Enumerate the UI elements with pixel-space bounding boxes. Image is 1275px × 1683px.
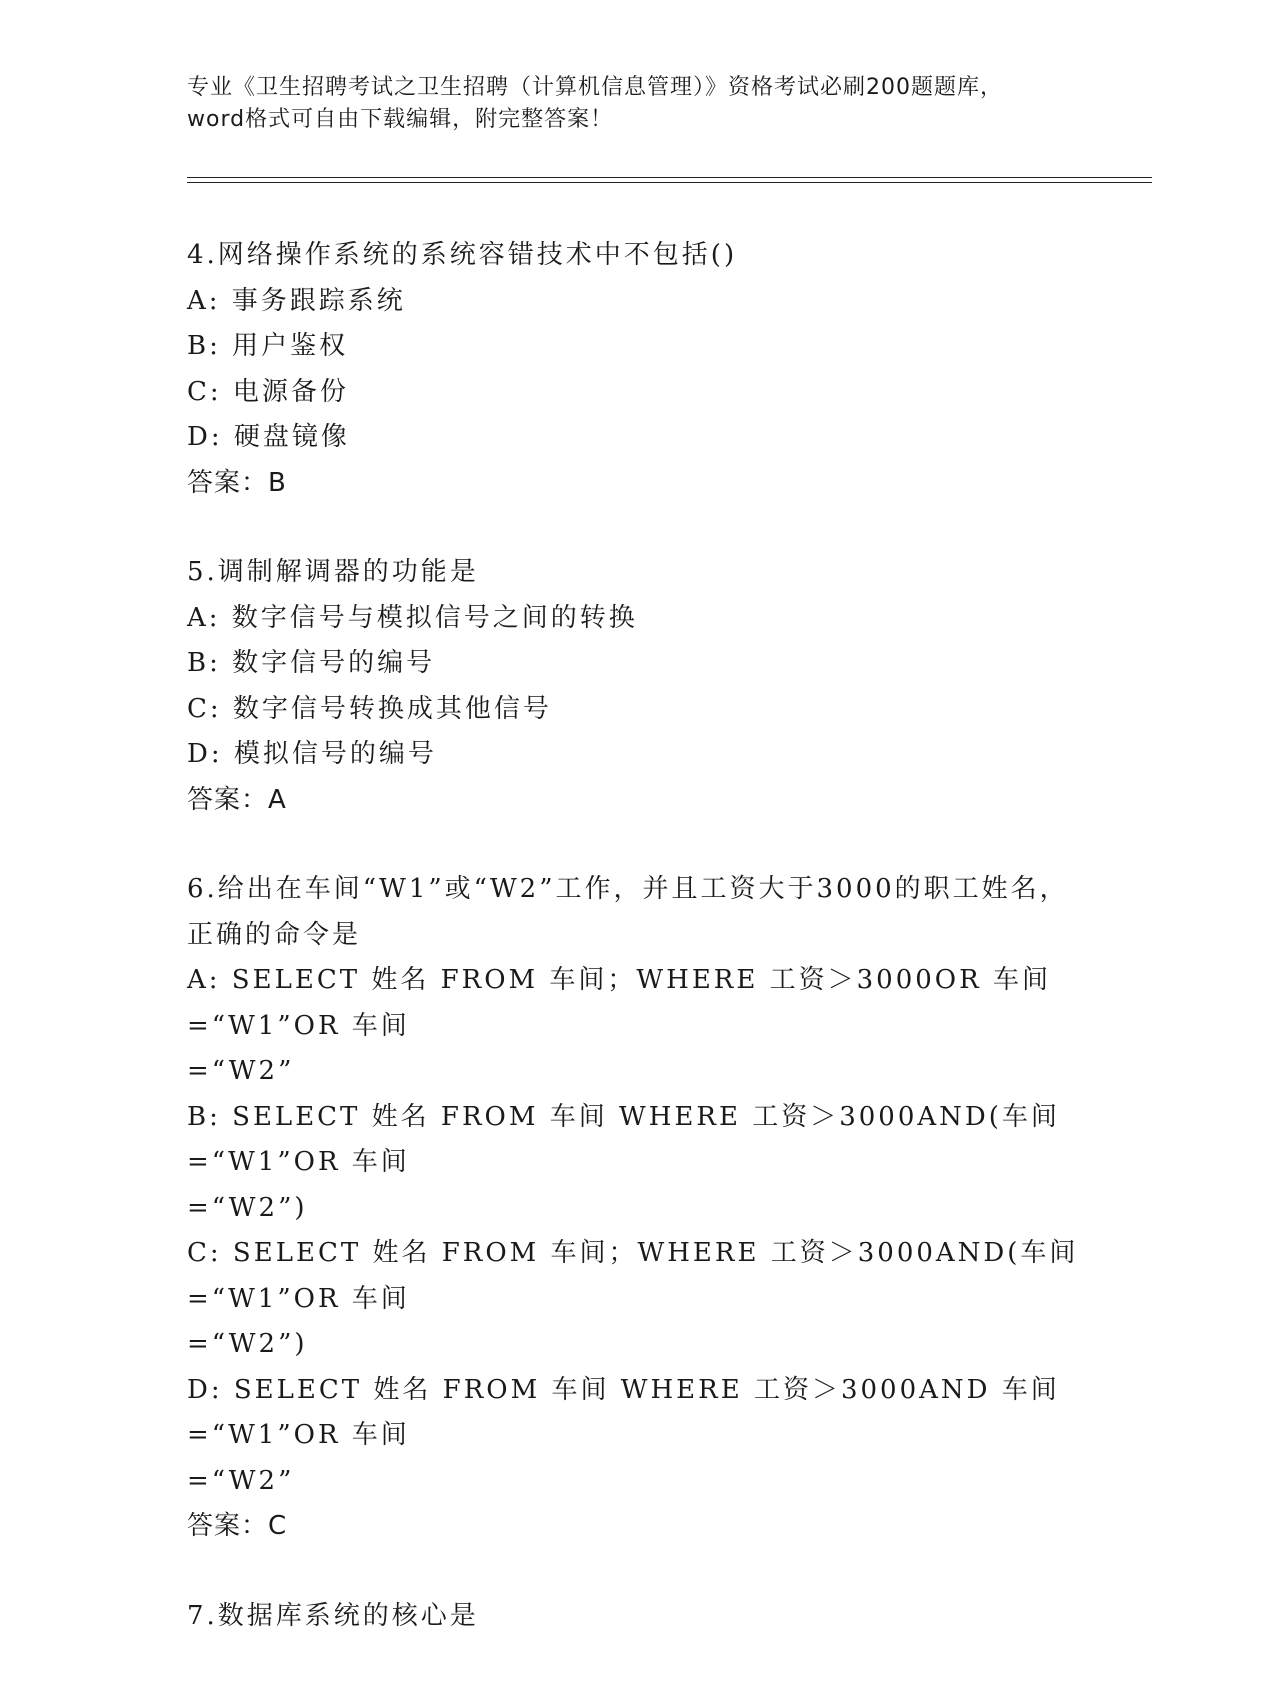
answer-option: C: SELECT 姓名 FROM 车间；WHERE 工资＞3000AND(车间=“W1”OR 车间 xyxy=(187,1238,1079,1314)
answer-option: B: SELECT 姓名 FROM 车间 WHERE 工资＞3000AND(车间=“W1”OR 车间 xyxy=(187,1101,1060,1177)
question-block xyxy=(187,1594,1087,1640)
question-stem: 5.调制解调器的功能是 xyxy=(187,557,479,587)
header-line-1: 专业《卫生招聘考试之卫生招聘（计算机信息管理）》资格考试必刷200题题库， xyxy=(187,75,1003,100)
header-divider-top xyxy=(187,177,1152,178)
answer-option: =“W2”) xyxy=(187,1192,308,1223)
correct-answer: 答案：C xyxy=(187,1511,288,1541)
answer-option: D: 硬盘镜像 xyxy=(187,422,350,452)
answer-option: A: SELECT 姓名 FROM 车间；WHERE 工资＞3000OR 车间=“W1”OR 车间 xyxy=(187,965,1051,1041)
document-header xyxy=(187,72,1067,136)
answer-option: D: SELECT 姓名 FROM 车间 WHERE 工资＞3000AND 车间=“W1”OR 车间 xyxy=(187,1374,1060,1450)
answer-option: A: 事务跟踪系统 xyxy=(187,285,406,316)
answer-option: =“W2”) xyxy=(187,1329,308,1359)
answer-option: C: 数字信号转换成其他信号 xyxy=(187,693,552,724)
question-stem: 正确的命令是 xyxy=(187,919,362,950)
answer-option: B: 数字信号的编号 xyxy=(187,648,436,678)
answer-option: D: 模拟信号的编号 xyxy=(187,739,437,769)
header-divider-bottom xyxy=(187,182,1152,183)
question-stem: 4.网络操作系统的系统容错技术中不包括() xyxy=(187,240,738,270)
correct-answer: 答案：B xyxy=(187,467,287,498)
question-block xyxy=(187,867,1087,1550)
answer-option: =“W2” xyxy=(187,1056,295,1086)
question-list xyxy=(187,233,1087,1683)
question-stem: 7.数据库系统的核心是 xyxy=(187,1600,479,1631)
answer-option: =“W2” xyxy=(187,1465,295,1496)
correct-answer: 答案：A xyxy=(187,784,287,815)
question-stem: 6.给出在车间“W1”或“W2”工作，并且工资大于3000的职工姓名， xyxy=(187,874,1069,904)
question-block xyxy=(187,233,1087,506)
answer-option: B: 用户鉴权 xyxy=(187,331,349,361)
header-line-2: word格式可自由下载编辑，附完整答案！ xyxy=(187,107,614,132)
answer-option: A: 数字信号与模拟信号之间的转换 xyxy=(187,602,638,633)
answer-option: C: 电源备份 xyxy=(187,376,349,407)
question-block xyxy=(187,550,1087,823)
